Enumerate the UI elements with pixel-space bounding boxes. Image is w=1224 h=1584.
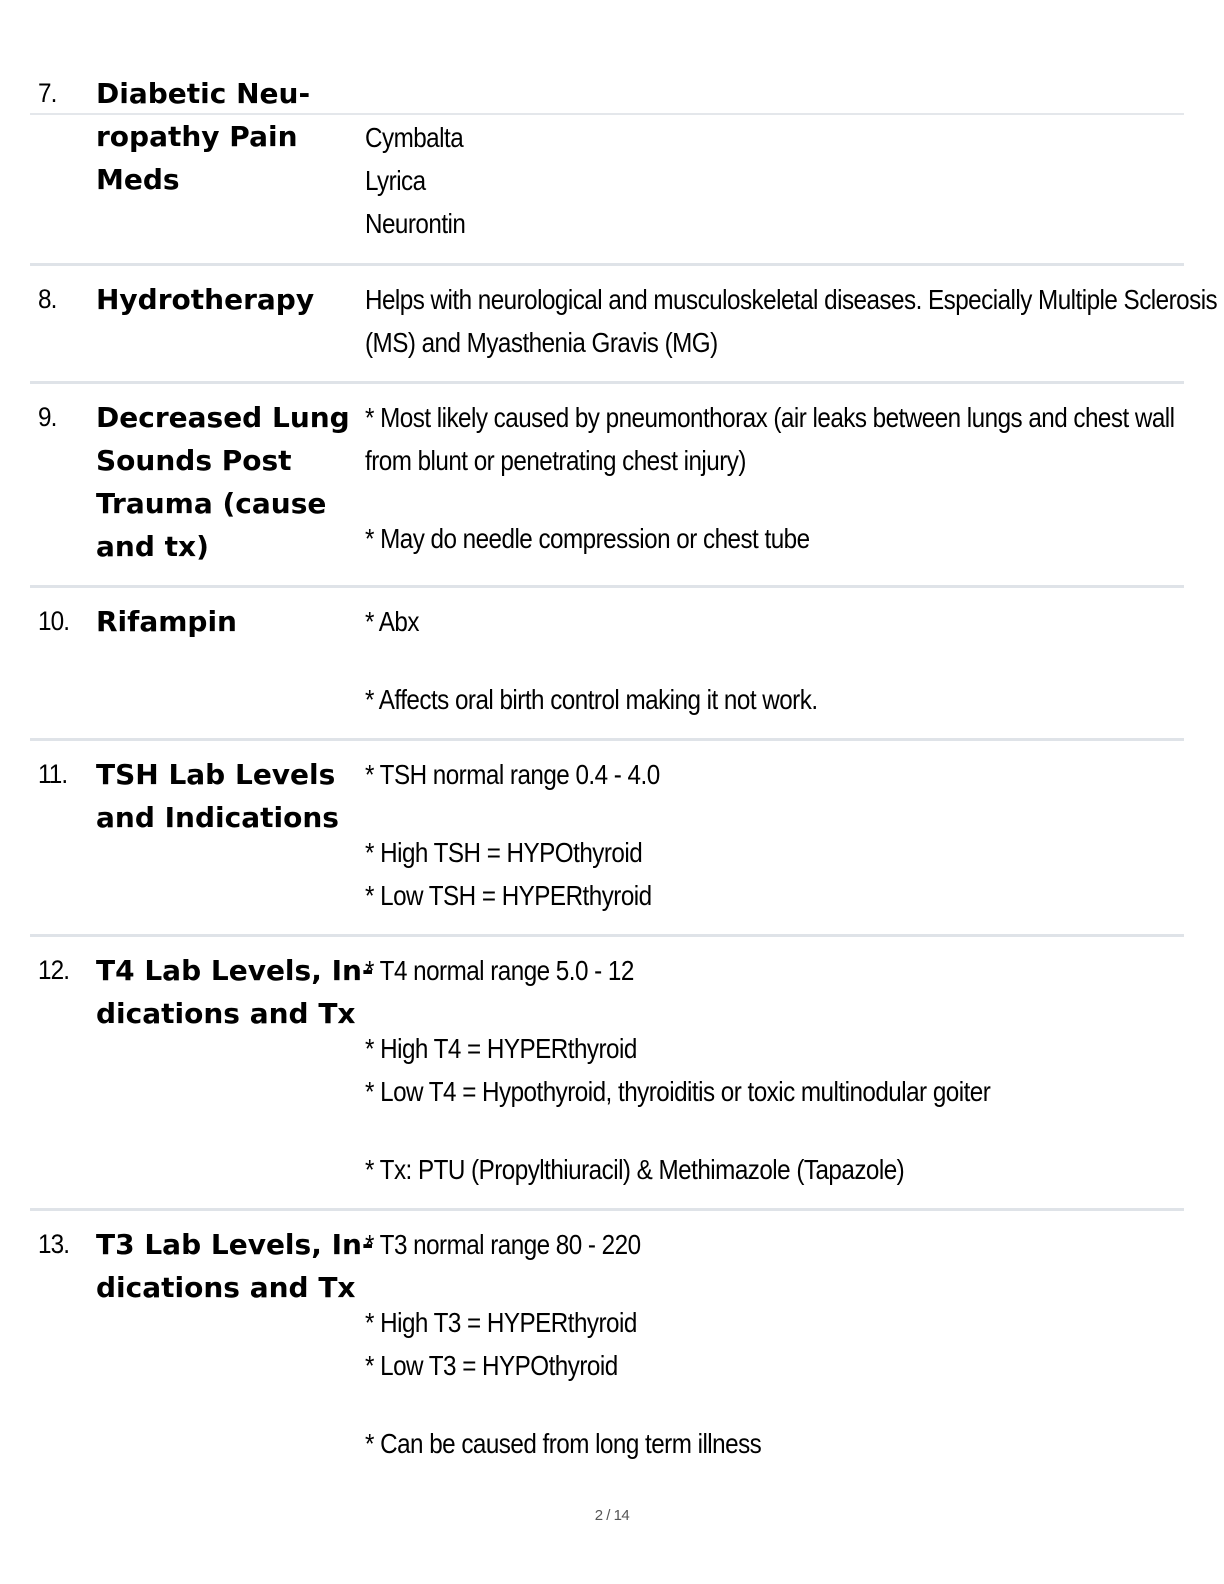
term-line: and tx) — [96, 530, 209, 563]
row-divider — [30, 113, 1184, 115]
row-divider — [30, 585, 1184, 588]
definition-line: Neurontin — [365, 208, 466, 239]
card-definition — [365, 949, 1144, 1191]
definition-line: * Abx — [365, 606, 419, 637]
card-definition — [365, 600, 1144, 721]
definition-line: * Low TSH = HYPERthyroid — [365, 880, 652, 911]
definition-line: from blunt or penetrating chest injury) — [365, 445, 746, 476]
definition-line: * High T4 = HYPERthyroid — [365, 1033, 637, 1064]
card-number: 9. — [38, 402, 57, 432]
term-line: and Indications — [96, 801, 339, 834]
definition-line: * Can be caused from long term illness — [365, 1428, 762, 1459]
definition-line: * T4 normal range 5.0 - 12 — [365, 955, 634, 986]
card-term — [96, 949, 374, 1035]
card-number: 10. — [38, 606, 70, 636]
term-line: T3 Lab Levels, In- — [96, 1228, 374, 1261]
card-term — [96, 600, 358, 643]
card-definition — [365, 753, 1144, 917]
term-line: Sounds Post — [96, 444, 292, 477]
term-line: TSH Lab Levels — [96, 758, 336, 791]
card-number: 7. — [38, 78, 57, 108]
definition-line: * Tx: PTU (Propylthiuracil) & Methimazole (Tapazole) — [365, 1154, 905, 1185]
term-line: dications and Tx — [96, 1271, 356, 1304]
card-number: 11. — [38, 759, 68, 789]
term-line: Rifampin — [96, 605, 237, 638]
card-number: 12. — [38, 955, 70, 985]
card-term — [96, 396, 358, 568]
definition-line: * Affects oral birth control making it not work. — [365, 684, 818, 715]
definition-line: * Low T3 = HYPOthyroid — [365, 1350, 618, 1381]
card-definition — [365, 1223, 1144, 1465]
definition-line: Helps with neurological and musculoskeletal diseases. Especially Multiple Sclerosis — [365, 284, 1218, 315]
row-divider — [30, 738, 1184, 741]
term-line: T4 Lab Levels, In- — [96, 954, 374, 987]
term-line: Trauma (cause — [96, 487, 327, 520]
definition-line: Cymbalta — [365, 122, 464, 153]
card-definition — [365, 278, 1218, 364]
page-indicator: 2 / 14 — [594, 1507, 630, 1524]
definition-line: * TSH normal range 0.4 - 4.0 — [365, 759, 660, 790]
definition-line: * Most likely caused by pneumonthorax (air leaks between lungs and chest wall — [365, 402, 1175, 433]
row-divider — [30, 263, 1184, 266]
definition-line: * T3 normal range 80 - 220 — [365, 1229, 641, 1260]
definition-line: * High TSH = HYPOthyroid — [365, 837, 643, 868]
card-term — [96, 753, 358, 839]
card-number: 13. — [38, 1229, 70, 1259]
row-divider — [30, 934, 1184, 937]
definition-line: * High T3 = HYPERthyroid — [365, 1307, 637, 1338]
definition-line: (MS) and Myasthenia Gravis (MG) — [365, 327, 718, 358]
term-line: ropathy Pain — [96, 120, 298, 153]
term-line: dications and Tx — [96, 997, 356, 1030]
definition-line: Lyrica — [365, 165, 426, 196]
term-line: Diabetic Neu- — [96, 77, 311, 110]
row-divider — [30, 381, 1184, 384]
term-line: Hydrotherapy — [96, 283, 315, 316]
card-definition — [365, 396, 1175, 560]
card-term — [96, 278, 358, 321]
card-term — [96, 1223, 374, 1309]
term-line: Meds — [96, 163, 180, 196]
row-divider — [30, 1208, 1184, 1211]
definition-line: * Low T4 = Hypothyroid, thyroiditis or toxic multinodular goiter — [365, 1076, 991, 1107]
card-term — [96, 72, 358, 201]
card-definition — [365, 116, 1144, 245]
definition-line: * May do needle compression or chest tube — [365, 523, 810, 554]
term-line: Decreased Lung — [96, 401, 350, 434]
card-number: 8. — [38, 284, 57, 314]
